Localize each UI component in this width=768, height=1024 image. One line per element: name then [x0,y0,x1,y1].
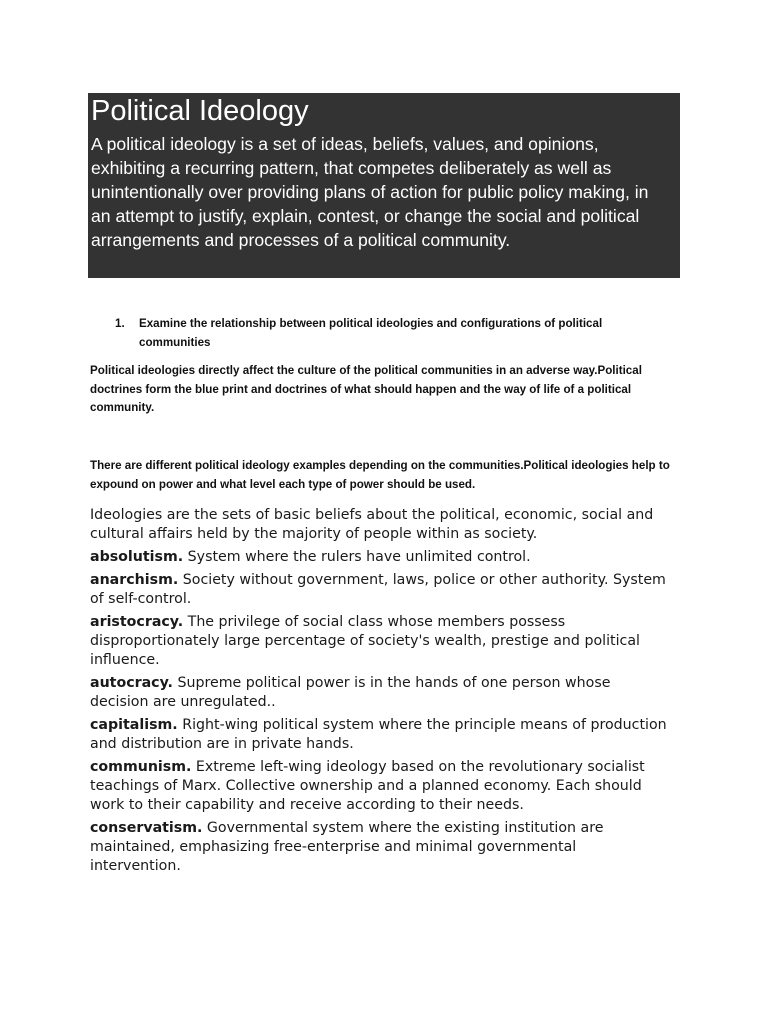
definition-term: aristocracy. [90,614,184,630]
definition-item [90,819,670,876]
ideologies-intro: Ideologies are the sets of basic beliefs about the political, economic, social and cultural affairs held by the majority of people within as society. [90,507,654,542]
question-item [115,315,635,352]
definition-term: capitalism. [90,717,178,733]
definition-text: Right-wing political system where the principle means of production and distribution are in private hands. [90,717,667,752]
definition-term: anarchism. [90,572,179,588]
question-number: 1. [115,317,125,330]
definition-item [90,716,670,754]
definition-item [90,613,670,670]
answer-paragraph: Political ideologies directly affect the culture of the political communities in an adverse way.Political doctrines form the blue print and doctrines of what should happen and the way of life of a political community. [90,364,642,414]
definition-item [90,548,670,567]
question-text: Examine the relationship between political ideologies and configurations of political communities [139,317,603,349]
definition-term: absolutism. [90,549,184,565]
definition-text: The privilege of social class whose members possess disproportionately large percentage of society's wealth, prestige and political influence. [90,614,640,668]
definition-term: conservatism. [90,820,203,836]
banner-description: A political ideology is a set of ideas, beliefs, values, and opinions, exhibiting a recurring pattern, that competes deliberately as well as unintentionally over providing plans of action for public policy making, in an attempt to justify, explain, contest, or change the social and political arrangements and processes of a political community. [91,134,649,250]
definition-text: Society without government, laws, police or other authority. System of self-control. [90,572,666,607]
definitions-list [90,506,670,880]
definition-text: Governmental system where the existing institution are maintained, emphasizing free-enterprise and minimal governmental intervention. [90,820,604,874]
definition-term: autocracy. [90,675,173,691]
definition-item [90,674,670,712]
definition-text: Extreme left-wing ideology based on the revolutionary socialist teachings of Marx. Collective ownership and a planned economy. Each should work to their capability and receive according to their needs. [90,759,645,813]
page-title: Political Ideology [91,95,309,127]
answer-paragraph: There are different political ideology examples depending on the communities.Political ideologies help to expound on power and what level each type of power should be used. [90,459,670,491]
definition-text: System where the rulers have unlimited control. [183,549,531,565]
title-banner [88,93,680,278]
definition-item [90,758,670,815]
definition-text: Supreme political power is in the hands of one person whose decision are unregulated.. [90,675,611,710]
definition-term: communism. [90,759,192,775]
definition-item [90,571,670,609]
